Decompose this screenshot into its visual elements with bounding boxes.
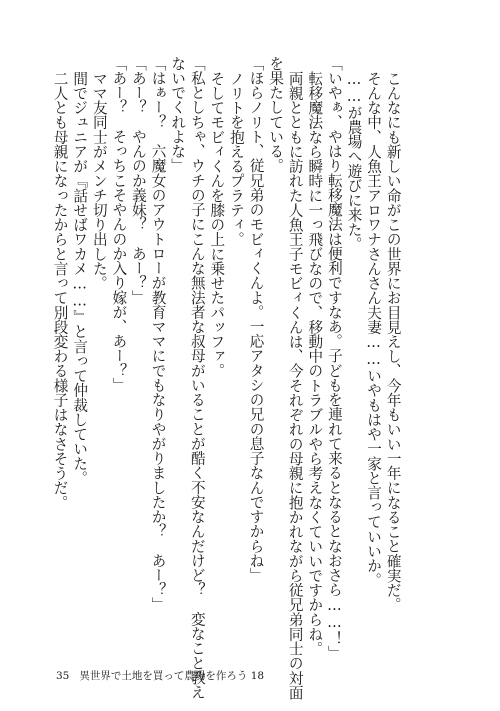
text-line: そしてモビィくんを膝の上に乗せたパッファ。 bbox=[208, 70, 226, 378]
text-line: 二人とも母親になったからと言って別段変わる様子はなさそうだ。 bbox=[51, 70, 69, 510]
text-line: 両親とともに訪れた人魚王子モビィくんは、今それぞれの母親に抱かれながら従兄弟同士の対面 bbox=[286, 70, 304, 700]
text-line: 「あー？ そっちこそやんのか入り嫁が、あー？」 bbox=[110, 56, 128, 393]
book-title: 異世界で土地を買って農場を作ろう 18 bbox=[79, 670, 265, 682]
text-line: ないでくれよな」 bbox=[169, 56, 187, 173]
page-footer bbox=[56, 668, 264, 683]
text-line: 「いやぁ、やはり転移魔法は便利ですなあ。子どもを連れて来るとなるとなおさら……！」 bbox=[325, 56, 343, 661]
text-line: ママ友同士がメンチ切り出した。 bbox=[90, 70, 108, 290]
text-line: ……が農場へ遊びに来た。 bbox=[345, 70, 363, 251]
page-number: 35 bbox=[56, 670, 70, 682]
text-line: を果たしている。 bbox=[267, 56, 285, 173]
text-line: 「私としちゃ、ウチの子にこんな無法者な叔母がいることが酷く不安なんだけど？ 変なこと教え bbox=[188, 56, 206, 700]
text-line: 「はぁー？ 六魔女のアウトローが教育ママにでもなりやがりましたか？ あー？」 bbox=[149, 56, 167, 612]
text-line: 「ほらノリト、従兄弟のモビィくんよ。一応アタシの兄の息子なんですからね」 bbox=[247, 56, 265, 583]
text-line: 間でジュニアが『話せばワカメ……』と言って仲裁していた。 bbox=[71, 70, 89, 485]
text-line: 「あー？ やんのか義妹？ あー？」 bbox=[129, 56, 147, 305]
text-line: ノリトを抱えるプラティ。 bbox=[227, 70, 245, 247]
text-line: こんなにも新しい命がこの世界にお目見えし、今年もいい一年になること確実だ。 bbox=[384, 70, 402, 612]
text-line: そんな中、人魚王アロワナさんさん夫妻……いやもはや一家と言っていいか。 bbox=[365, 70, 383, 588]
text-line: 転移魔法なら瞬時に一っ飛びなので、移動中のトラブルやら考えなくていいですからね。 bbox=[306, 70, 324, 656]
